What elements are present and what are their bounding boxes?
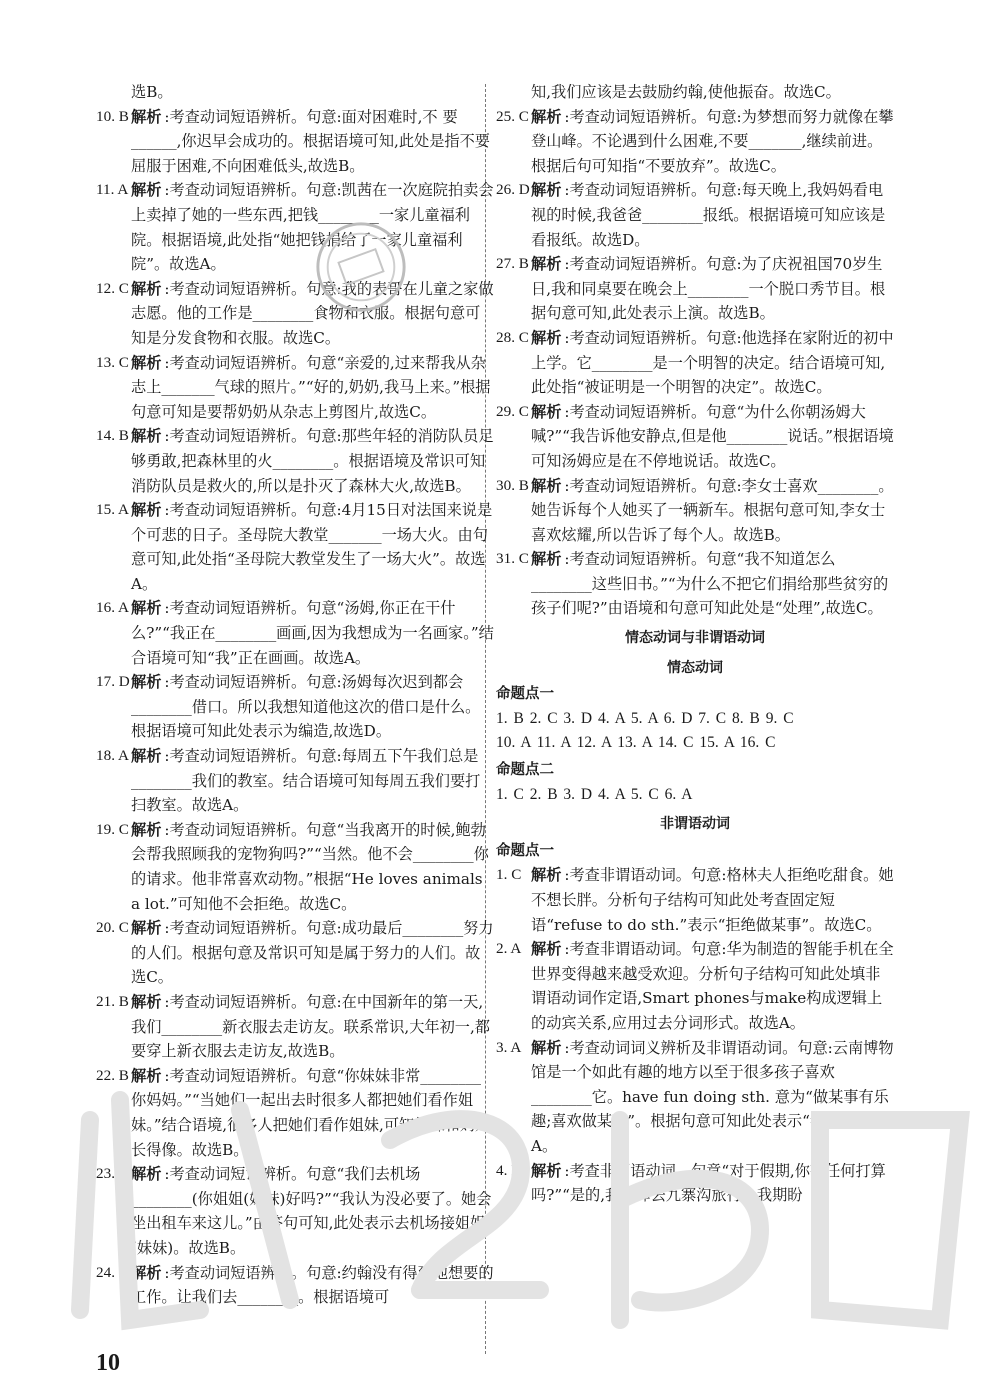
question-number: 27. B (496, 255, 529, 273)
analysis-text: :考查动词短语辨析。句意:那些年轻的消防队员足够勇敢,把森林里的火________。根据语境及常识可知消防队员是救火的,所以是扑灭了森林大火,故选B。 (131, 427, 494, 495)
analysis-text: :考查动词短语辨析。句意:凯茜在一次庭院拍卖会上卖掉了她的一些东西,把钱________一家儿童福利院。根据语境,此处指“她把钱捐给了一家儿童福利院”。故选A。 (131, 181, 494, 274)
question-number: 21. B (96, 992, 129, 1010)
continued-text: 知,我们应该是去鼓励约翰,使他振奋。故选C。 (531, 83, 841, 101)
question-number: 17. D (96, 673, 130, 691)
answer-entry (496, 547, 894, 621)
analysis-text: :考查动词短语辨析。句意“当我离开的时候,鲍勃会帮我照顾我的宠物狗吗?”“当然。他不会________你的请求。他非常喜欢动物。”根据“He loves animals a lot.”可知他不会拒绝。故选C。 (131, 820, 489, 913)
analysis-label: 解析 (131, 747, 162, 766)
analysis-text: :考查动词短语辨析。句意:汤姆每次迟到都会________借口。所以我想知道他这次的借口是什么。根据语境可知此处表示为编造,故选D。 (131, 673, 481, 741)
analysis-label: 解析 (531, 550, 562, 569)
answer-entry (496, 863, 894, 937)
analysis-label: 解析 (131, 1165, 162, 1184)
answer-entry (496, 937, 894, 1035)
analysis-label: 解析 (131, 673, 162, 692)
continued-text: 选B。 (131, 83, 173, 101)
stamp-graphic (312, 218, 410, 316)
analysis-label: 解析 (131, 427, 162, 446)
answer-entry (96, 424, 494, 498)
answer-row: 10. A 11. A 12. A 13. A 14. C 15. A 16. C (496, 734, 776, 752)
question-number: 28. C (496, 328, 529, 346)
question-number: 15. A (96, 501, 129, 519)
analysis-label: 解析 (131, 501, 162, 520)
analysis-text: :考查动词短语辨析。句意“为什么你朝汤姆大喊?”“我告诉他安静点,但是他________说话。”根据语境可知汤姆应是在不停地说话。故选C。 (531, 402, 894, 470)
analysis-label: 解析 (131, 1263, 162, 1282)
analysis-text: :考查动词短语辨析。句意:成功最后________努力的人们。根据句意及常识可知是属于努力的人们。故选C。 (131, 919, 494, 987)
question-number: 18. A (96, 747, 129, 765)
analysis-label: 解析 (131, 107, 162, 126)
answer-entry (496, 252, 894, 326)
analysis-text: :考查动词短语辨析。句意:他选择在家附近的初中上学。它________是一个明智的决定。结合语境可知,此处指“被证明是一个明智的决定”。故选C。 (531, 328, 894, 397)
analysis-text: :考查动词短语辨析。句意:为梦想而努力就像在攀登山峰。不论遇到什么困难,不要_______,继续前进。根据后句可知指“不要放弃”。故选C。 (531, 107, 894, 175)
question-number: 1. C (496, 866, 522, 884)
answer-entry (96, 990, 494, 1064)
question-number: 12. C (96, 279, 129, 297)
subsection-title-nonfinite-verbs: 非谓语动词 (660, 816, 730, 833)
question-number: 3. A (496, 1038, 522, 1056)
analysis-text: :考查动词短语辨析。句意“亲爱的,过来帮我从杂志上_______气球的照片。”“好的,奶奶,我马上来。”根据句意可知是要帮奶奶从杂志上剪图片,故选C。 (131, 353, 491, 421)
question-number: 23. B (96, 1165, 129, 1183)
answer-entry (96, 744, 494, 818)
analysis-label: 解析 (531, 1161, 562, 1180)
answer-row: 1. C 2. B 3. D 4. A 5. C 6. A (496, 785, 693, 803)
answer-entry (96, 351, 494, 425)
answer-entry (96, 178, 494, 276)
answer-entry (496, 326, 894, 400)
analysis-text: :考查动词短语辨析。句意:面对困难时,不 要______,你迟早会成功的。根据语境可知,此处是指不要屈服于困难,不向困难低头,故选B。 (131, 107, 490, 175)
analysis-label: 解析 (531, 107, 562, 126)
question-number: 13. C (96, 353, 129, 371)
analysis-text: :考查非谓语动词。句意“对于假期,你有任何打算吗?”“是的,我打算去九寨沟旅行。我期盼 (531, 1161, 886, 1205)
question-number: 19. C (96, 820, 129, 838)
analysis-label: 解析 (531, 328, 562, 347)
answer-entry (96, 1064, 494, 1162)
section-title: 情态动词与非谓语动词 (625, 630, 765, 647)
answer-entry (496, 474, 894, 548)
left-column (96, 80, 494, 1310)
point-title: 命题点一 (496, 686, 554, 703)
question-number: 20. C (96, 919, 129, 937)
analysis-label: 解析 (131, 992, 162, 1011)
analysis-text: :考查动词短语辨析。句意:我的表哥在儿童之家做志愿。他的工作是________食物和衣服。根据句意可知是分发食物和衣服。故选C。 (131, 279, 494, 347)
answer-entry (496, 178, 894, 252)
subsection-title-modal-verbs: 情态动词 (667, 659, 723, 676)
question-number: 22. B (96, 1066, 129, 1084)
answer-entry (96, 1261, 494, 1310)
question-number: 31. C (496, 550, 529, 568)
right-column (496, 80, 894, 1208)
right-column-entries (496, 80, 894, 621)
analysis-label: 解析 (131, 599, 162, 618)
analysis-text: :考查非谓语动词。句意:格林夫人拒绝吃甜食。她不想长胖。分析句子结构可知此处考查固定短语“refuse to do sth.”表示“拒绝做某事”。故选C。 (531, 866, 894, 934)
analysis-label: 解析 (131, 353, 162, 372)
answer-entry (96, 670, 494, 744)
answer-entry (96, 818, 494, 916)
question-number: 25. C (496, 107, 529, 125)
question-number: 26. D (496, 181, 530, 199)
analysis-label: 解析 (131, 1066, 162, 1085)
analysis-text: :考查动词短语辨析。句意“汤姆,你正在干什么?”“我正在________画画,因为我想成为一名画家。”结合语境可知“我”正在画画。故选A。 (131, 599, 494, 667)
answer-row: 1. B 2. C 3. D 4. A 5. A 6. D 7. C 8. B 9. C (496, 709, 794, 727)
right-column-tail-entries (496, 863, 894, 1207)
answer-entry (96, 1162, 494, 1260)
answer-entry (96, 916, 494, 990)
analysis-text: :考查动词短语辨析。句意“我不知道怎么________这些旧书。”“为什么不把它们捐给那些贫穷的孩子们呢?”由语境和句意可知此处是“处理”,故选C。 (531, 550, 889, 618)
question-number: 4. B (496, 1161, 522, 1179)
analysis-label: 解析 (531, 940, 562, 959)
analysis-text: :考查动词短语辨析。句意“你妹妹非常________你妈妈。”“当她们一起出去时很多人都把她们看作姐妹。”结合语境,很多人把她们看作姐妹,可知妹妹和妈妈长得像。故选B。 (131, 1066, 491, 1159)
answer-entry (96, 105, 494, 179)
question-number: 24. C (96, 1263, 129, 1281)
analysis-label: 解析 (131, 181, 162, 200)
analysis-label: 解析 (531, 1038, 562, 1057)
analysis-text: :考查动词短语辨析。句意:为了庆祝祖国70岁生日,我和同桌要在晚会上________一个脱口秀节目。根据句意可知,此处表示上演。故选B。 (531, 255, 886, 323)
analysis-text: :考查动词短语辨析。句意:约翰没有得到他想要的工作。让我们去________。根据语境可 (131, 1263, 494, 1307)
analysis-label: 解析 (131, 820, 162, 839)
analysis-label: 解析 (531, 181, 562, 200)
answer-entry (96, 596, 494, 670)
answer-entry (496, 1036, 894, 1159)
analysis-text: :考查动词短语辨析。句意:李女士喜欢________。她告诉每个人她买了一辆新车。根据句意可知,李女士喜欢炫耀,所以告诉了每个人。故选B。 (531, 476, 894, 544)
analysis-label: 解析 (531, 402, 562, 421)
answer-entry (96, 498, 494, 596)
point-title: 命题点一 (496, 842, 554, 859)
analysis-label: 解析 (131, 279, 162, 298)
analysis-text: :考查动词短语辨析。句意:每周五下午我们总是________我们的教室。结合语境可知每周五我们要打扫教室。故选A。 (131, 747, 481, 815)
question-number: 14. B (96, 427, 129, 445)
analysis-text: :考查动词短语辨析。句意:每天晚上,我妈妈看电视的时候,我爸爸________报纸。根据语境可知应该是看报纸。故选D。 (531, 181, 886, 249)
answer-entry (496, 1159, 894, 1208)
analysis-text: :考查动词短语辨析。句意:在中国新年的第一天,我们________新衣服去走访友。联系常识,大年初一,都要穿上新衣服去走访友,故选B。 (131, 992, 490, 1061)
page-number: 10 (96, 1350, 120, 1376)
analysis-text: :考查非谓语动词。句意:华为制造的智能手机在全世界变得越来越受欢迎。分析句子结构可知此处填非谓语动词作定语,Smart phones与make构成逻辑上的动宾关系,应用过去分词形式。故选A。 (531, 940, 894, 1032)
analysis-text: :考查动词词义辨析及非谓语动词。句意:云南博物馆是一个如此有趣的地方以至于很多孩子喜欢________它。have fun doing sth. 意为“做某事有乐趣;喜欢做某事”。根据句意可知此处表示“参观”。故选A。 (531, 1038, 894, 1155)
analysis-text: :考查动词短语辨析。句意:4月15日对法国来说是个可悲的日子。圣母院大教堂_______一场大火。由句意可知,此处指“圣母院大教堂发生了一场大火”。故选A。 (131, 501, 493, 593)
analysis-label: 解析 (531, 866, 562, 885)
point-title: 命题点二 (496, 762, 554, 779)
analysis-label: 解析 (531, 476, 562, 495)
answer-entry (496, 105, 894, 179)
analysis-label: 解析 (131, 919, 162, 938)
answer-entry (496, 400, 894, 474)
question-number: 29. C (496, 402, 529, 420)
question-number: 16. A (96, 599, 129, 617)
question-number: 11. A (96, 181, 129, 199)
question-number: 10. B (96, 107, 129, 125)
analysis-label: 解析 (531, 255, 562, 274)
question-number: 2. A (496, 940, 522, 958)
answer-entry (96, 277, 494, 351)
analysis-text: :考查动词短语辨析。句意“我们去机场________(你姐姐(妹妹)好吗?”“我认为没必要了。她会坐出租车来这儿。”由答句可知,此处表示去机场接姐姐(妹妹)。故选B。 (131, 1165, 492, 1257)
question-number: 30. B (496, 476, 529, 494)
